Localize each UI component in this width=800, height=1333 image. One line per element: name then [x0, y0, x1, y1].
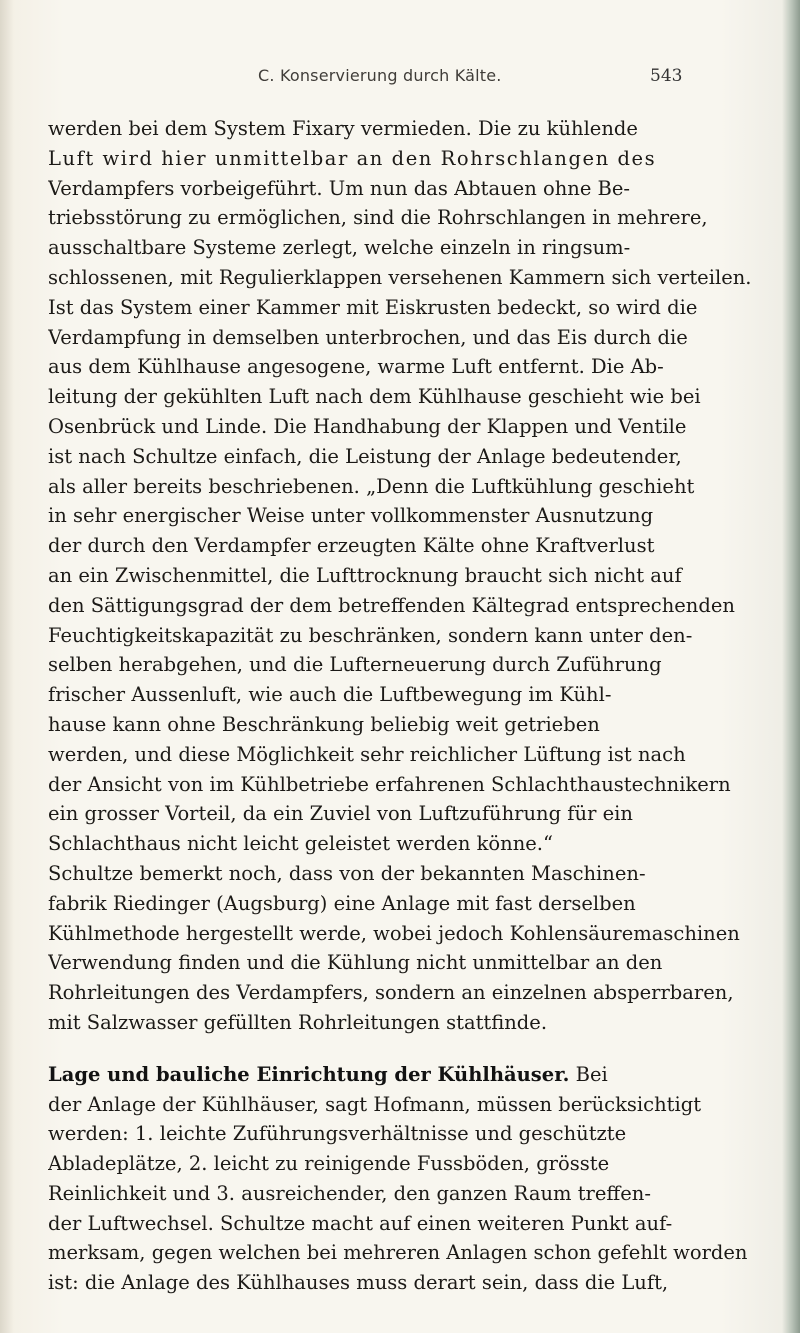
page-left-shadow: [0, 0, 14, 1333]
text-line: Ist das System einer Kammer mit Eiskrusten bedeckt, so wird die: [48, 295, 698, 319]
text-line: werden: 1. leichte Zuführungsverhältnisse und geschützte: [48, 1122, 627, 1146]
text-line: der Luftwechsel. Schultze macht auf einen weiteren Punkt auf-: [48, 1211, 673, 1235]
text-line: mit Salzwasser gefüllten Rohrleitungen stattfinde.: [48, 1010, 548, 1034]
text-fragment: Bei: [575, 1062, 608, 1086]
text-line: in sehr energischer Weise unter vollkommenster Ausnutzung: [48, 504, 654, 528]
text-line: Schlachthaus nicht leicht geleistet werden könne.“: [48, 832, 553, 856]
text-line: Verdampfung in demselben unterbrochen, und das Eis durch die: [48, 325, 688, 349]
text-line: werden bei dem System Fixary vermieden. Die zu kühlende: [48, 117, 638, 140]
text-line: aus dem Kühlhause angesogene, warme Luft entfernt. Die Ab-: [48, 355, 664, 379]
text-line: fabrik Riedinger (Augsburg) eine Anlage mit fast derselben: [48, 891, 636, 915]
text-line: Abladeplätze, 2. leicht zu reinigende Fussböden, grösste: [48, 1152, 610, 1176]
text-line: Verwendung finden und die Kühlung nicht unmittelbar an den: [48, 951, 663, 975]
section-heading: Lage und bauliche Einrichtung der Kühlhäuser.: [48, 1062, 570, 1086]
text-line: ist: die Anlage des Kühlhauses muss derart sein, dass die Luft,: [48, 1271, 669, 1295]
text-line: ein grosser Vorteil, da ein Zuviel von Luftzuführung für ein: [48, 802, 633, 826]
text-line: der Ansicht von im Kühlbetriebe erfahrenen Schlachthaustechnikern: [48, 772, 731, 796]
text-line: Reinlichkeit und 3. ausreichender, den ganzen Raum treffen-: [48, 1181, 651, 1205]
text-line: ist nach Schultze einfach, die Leistung der Anlage bedeutender,: [48, 444, 682, 468]
text-line: Feuchtigkeitskapazität zu beschränken, sondern kann unter den-: [48, 623, 693, 647]
text-line: Luft wird hier unmittelbar an den Rohrschlangen des: [48, 146, 657, 170]
text-line: Rohrleitungen des Verdampfers, sondern an einzelnen absperrbaren,: [48, 981, 734, 1005]
section-heading-line: [48, 1060, 788, 1090]
text-line: an ein Zwischenmittel, die Lufttrocknung braucht sich nicht auf: [48, 563, 682, 587]
running-head: C. Konservierung durch Kälte.: [258, 66, 502, 85]
text-line: triebsstörung zu ermöglichen, sind die Rohrschlangen in mehrere,: [48, 206, 708, 230]
text-line: werden, und diese Möglichkeit sehr reichlicher Lüftung ist nach: [48, 742, 686, 766]
text-line: hause kann ohne Beschränkung beliebig weit getrieben: [48, 712, 600, 736]
text-line: Verdampfers vorbeigeführt. Um nun das Abtauen ohne Be-: [48, 176, 631, 200]
body-text: [48, 114, 788, 1298]
text-line: der durch den Verdampfer erzeugten Kälte ohne Kraftverlust: [48, 534, 655, 558]
text-line: Kühlmethode hergestellt werde, wobei jedoch Kohlensäuremaschinen: [48, 921, 740, 945]
page-header: [0, 66, 800, 90]
text-line: selben herabgehen, und die Lufterneuerung durch Zuführung: [48, 653, 662, 677]
paragraph-gap: [48, 1038, 788, 1060]
text-line: den Sättigungsgrad der dem betreffenden Kältegrad entsprechenden: [48, 593, 735, 617]
text-line: Osenbrück und Linde. Die Handhabung der Klappen und Ventile: [48, 414, 687, 438]
text-line: leitung der gekühlten Luft nach dem Kühlhause geschieht wie bei: [48, 385, 701, 409]
text-line: als aller bereits beschriebenen. „Denn die Luftkühlung geschieht: [48, 474, 695, 498]
text-line: merksam, gegen welchen bei mehreren Anlagen schon gefehlt worden: [48, 1241, 748, 1265]
text-line: schlossenen, mit Regulierklappen versehenen Kammern sich verteilen.: [48, 265, 752, 289]
text-line: frischer Aussenluft, wie auch die Luftbewegung im Kühl-: [48, 683, 612, 707]
text-line: ausschaltbare Systeme zerlegt, welche einzeln in ringsum-: [48, 236, 631, 260]
text-line: der Anlage der Kühlhäuser, sagt Hofmann, müssen berücksichtigt: [48, 1092, 702, 1116]
text-line: Schultze bemerkt noch, dass von der bekannten Maschinen-: [48, 861, 646, 885]
page-number: 543: [650, 66, 683, 86]
